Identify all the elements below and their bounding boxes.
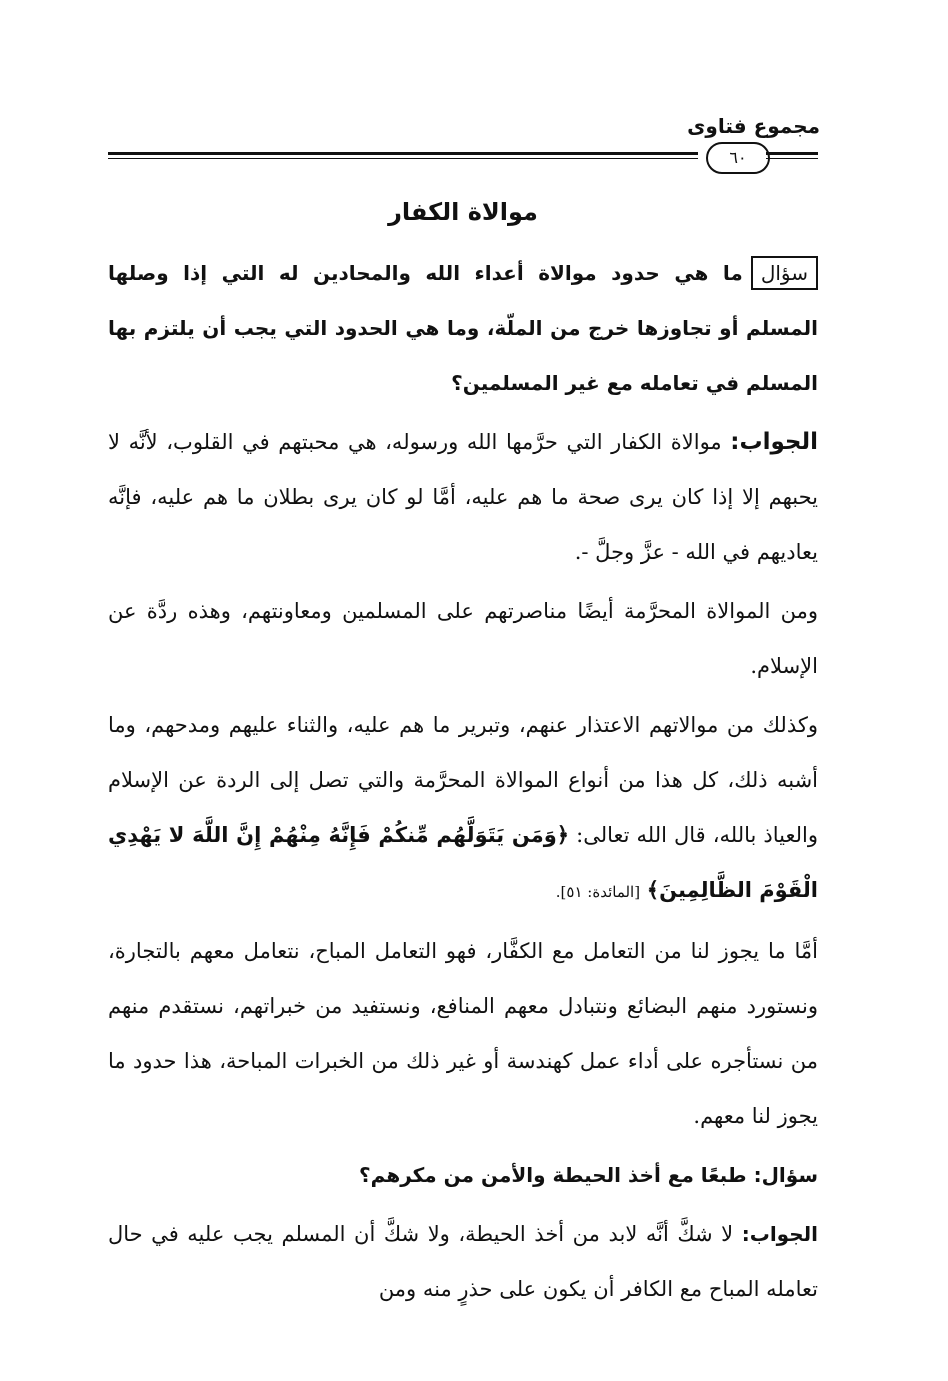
followup-question-text: طبعًا مع أخذ الحيطة والأمن من مكرهم؟ — [359, 1163, 747, 1187]
followup-answer-label: الجواب: — [741, 1222, 819, 1246]
page-content — [108, 190, 818, 1321]
header-rule-right-thick — [766, 152, 818, 155]
page-number: ٦٠ — [706, 142, 770, 174]
question-paragraph — [108, 246, 818, 411]
header-rule-right-thin — [766, 158, 818, 159]
header-rule-left-thick — [108, 152, 698, 155]
verse-citation: [المائدة: ٥١]. — [555, 883, 641, 901]
paragraph-excuses-text: وكذلك من موالاتهم الاعتذار عنهم، وتبرير ما هم عليه، والثناء عليهم ومدحهم، وما أشبه ذلك، كل هذا من أنواع الموالاة المحرَّمة والتي تصل إلى الردة عن الإسلام والعياذ بالله، قال الله تعالى: — [108, 713, 818, 847]
running-header-title: مجموع فتاوى — [687, 114, 820, 138]
header-rule-left-thin — [108, 158, 698, 159]
paragraph-permitted-dealings: أمَّا ما يجوز لنا من التعامل مع الكفَّار، فهو التعامل المباح، نتعامل معهم بالتجارة، ونستورد منهم البضائع ونتبادل معهم المنافع، ونستفيد من خبراتهم، نستقدم منهم من نستأجره على أداء عمل كهندسة أو غير ذلك من الخبرات المباحة، هذا حدود ما يجوز لنا معهم. — [108, 939, 818, 1128]
followup-question-label: سؤال: — [753, 1163, 818, 1187]
followup-answer-paragraph — [108, 1207, 818, 1317]
answer-paragraph — [108, 415, 818, 580]
followup-answer-text: لا شكَّ أنَّه لابد من أخذ الحيطة، ولا شكَّ أن المسلم يجب عليه في حال تعامله المباح مع الكافر أن يكون على حذرٍ منه ومن — [108, 1222, 818, 1301]
question-text: ما هي حدود موالاة أعداء الله والمحادين له التي إذا وصلها المسلم أو تجاوزها خرج من الملّة، وما هي الحدود التي يجب أن يلتزم بها المسلم في تعامله مع غير المسلمين؟ — [108, 261, 818, 395]
answer-label: الجواب: — [730, 429, 818, 455]
header-rule — [108, 146, 818, 170]
answer-text: موالاة الكفار التي حرَّمها الله ورسوله، هي محبتهم في القلوب، لأنَّه لا يحبهم إلا إذا كان يرى صحة ما هم عليه، أمَّا لو كان يرى بطلان ما هم عليه، فإنَّه يعاديهم في الله - عزَّ وجلَّ -. — [108, 430, 818, 564]
paragraph-apostasy: ومن الموالاة المحرَّمة أيضًا مناصرتهم على المسلمين ومعاونتهم، وهذه ردَّة عن الإسلام. — [108, 599, 818, 678]
section-heading: موالاة الكفار — [388, 198, 538, 226]
question-label-box: سؤال — [751, 256, 818, 290]
paragraph-excuses — [108, 698, 818, 920]
followup-question-paragraph — [108, 1148, 818, 1203]
quran-verse: ﴿وَمَن يَتَوَلَّهُم مِّنكُمْ فَإِنَّهُ مِنْهُمْ إِنَّ اللَّهَ لا يَهْدِي الْقَوْمَ الظَّالِمِينَ﴾ — [108, 823, 818, 902]
